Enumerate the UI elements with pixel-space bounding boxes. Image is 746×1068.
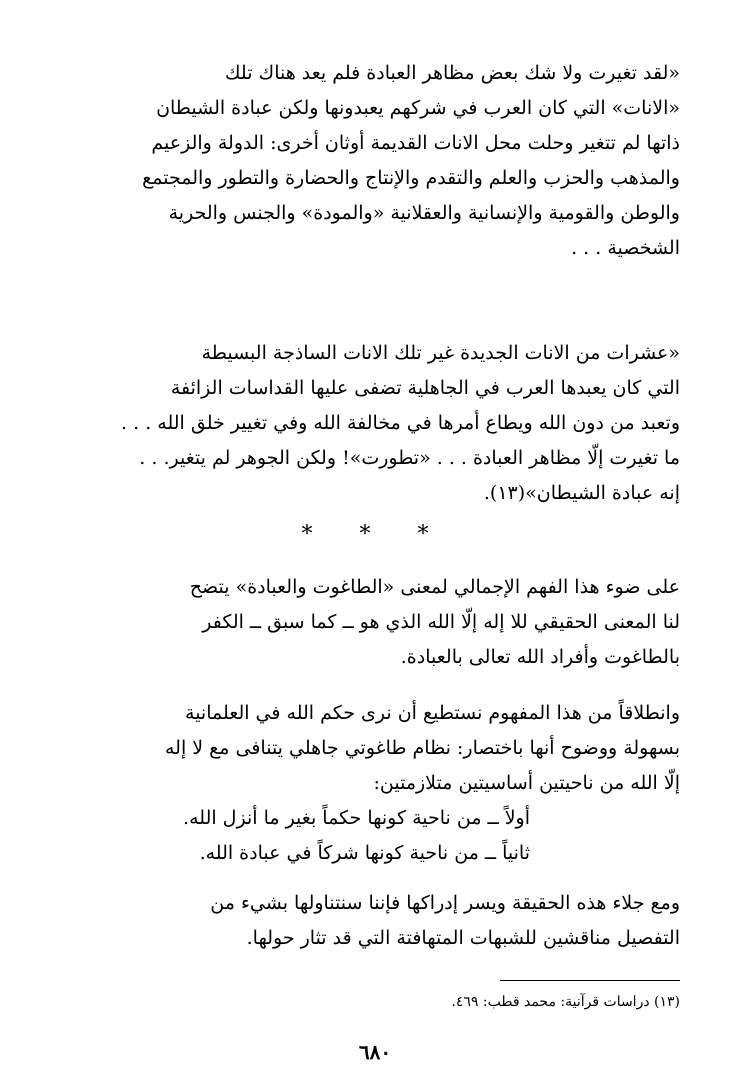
footnote-divider (500, 980, 680, 981)
text-line: على ضوء هذا الفهم الإجمالي لمعنى «الطاغوت والعبادة» يتضح (189, 576, 680, 598)
body-paragraph-1 (70, 570, 680, 675)
text-line: لنا المعنى الحقيقي للا إله إلّا الله الذي هو ــ كما سبق ــ الكفر (202, 611, 680, 633)
text-line: والوطن والقومية والإنسانية والعقلانية «والمودة» والجنس والحرية (168, 202, 680, 224)
text-line: إلّا الله من ناحيتين أساسيتين متلازمتين: (373, 772, 680, 794)
text-line: وانطلاقاً من هذا المفهوم نستطيع أن نرى حكم الله في العلمانية (185, 702, 680, 724)
footnote: (١٣) دراسات قرآنية: محمد قطب: ٤٦٩. (451, 994, 680, 1010)
section-separator: * * * (301, 522, 449, 547)
quote-paragraph-2 (70, 336, 680, 511)
list-item-first: أولاً ــ من ناحية كونها حكماً بغير ما أنزل الله. (183, 807, 530, 829)
text-line: التفصيل مناقشين للشبهات المتهافتة التي قد تثار حولها. (246, 927, 680, 949)
text-line: إنه عبادة الشيطان»(١٣). (483, 482, 680, 504)
quote-paragraph-1 (70, 56, 680, 266)
text-line: والمذهب والحزب والعلم والتقدم والإنتاج والحضارة والتطور والمجتمع (142, 167, 680, 189)
body-paragraph-3 (70, 886, 680, 956)
text-line: «لقد تغيرت ولا شك بعض مظاهر العبادة فلم يعد هناك تلك (224, 62, 680, 84)
list-item-second: ثانياً ــ من ناحية كونها شركاً في عبادة الله. (199, 842, 530, 864)
page-number: ٦٨٠ (358, 1040, 392, 1064)
text-line: ومع جلاء هذه الحقيقة ويسر إدراكها فإننا سنتناولها بشيء من (210, 892, 680, 914)
text-line: الشخصية . . . (571, 237, 680, 259)
book-page (70, 50, 680, 1064)
text-line: ما تغيرت إلّا مظاهر العبادة . . . «تطورت»! ولكن الجوهر لم يتغير. . . (139, 447, 680, 469)
text-line: بسهولة ووضوح أنها باختصار: نظام طاغوتي جاهلي يتنافى مع لا إله (165, 737, 680, 759)
text-line: بالطاغوت وأفراد الله تعالى بالعبادة. (400, 646, 680, 668)
text-line: «عشرات من الانات الجديدة غير تلك الانات الساذجة البسيطة (201, 342, 680, 364)
text-line: وتعبد من دون الله ويطاع أمرها في مخالفة الله وفي تغيير خلق الله . . . (121, 412, 680, 434)
body-paragraph-2 (70, 696, 680, 871)
text-line: «الانات» التي كان العرب في شركهم يعبدونها ولكن عبادة الشيطان (156, 97, 680, 119)
text-line: ذاتها لم تتغير وحلت محل الانات القديمة أوثان أخرى: الدولة والزعيم (151, 132, 680, 154)
text-line: التي كان يعبدها العرب في الجاهلية تضفى عليها القداسات الزائفة (170, 377, 680, 399)
